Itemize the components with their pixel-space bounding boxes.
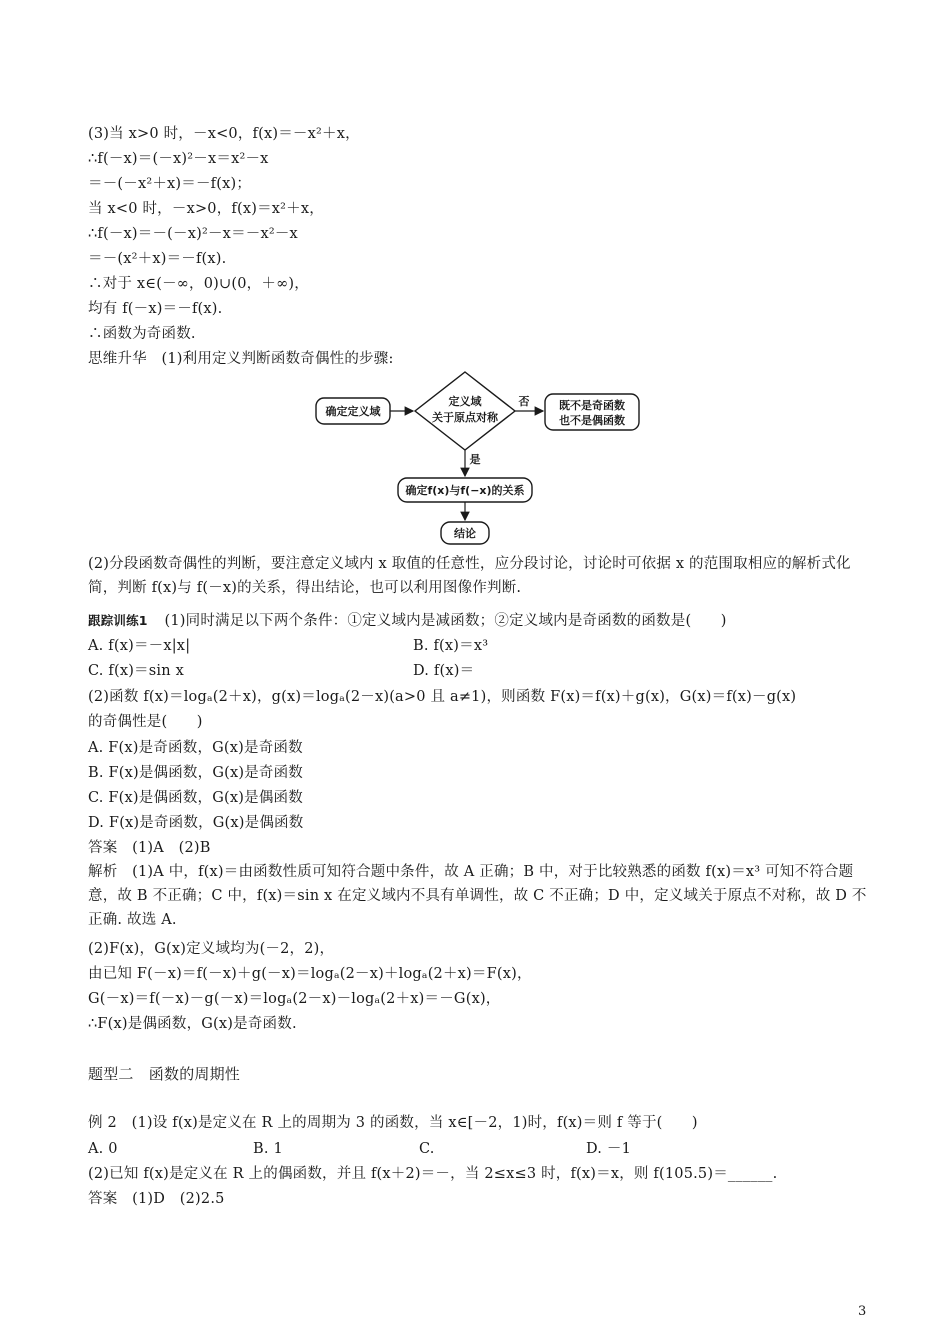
- proof-line: (3)当 x>0 时，－x<0，f(x)＝－x²＋x，: [88, 126, 360, 142]
- proof-line: 当 x<0 时，－x>0，f(x)＝x²＋x，: [88, 201, 324, 217]
- summary-title: 思维升华 (1)利用定义判断函数奇偶性的步骤:: [88, 351, 394, 367]
- training-question-2: 的奇偶性是( ): [88, 714, 203, 730]
- option-b: B. f(x)＝x³: [413, 638, 489, 654]
- section-title: 题型二 函数的周期性: [88, 1065, 241, 1083]
- training-tag: 跟踪训练1: [88, 613, 148, 628]
- flow-no-label: 否: [518, 395, 530, 408]
- flow-decision-label: 定义域: [448, 395, 482, 408]
- training-analysis: 解析 (1)A 中，f(x)＝由函数性质可知符合题中条件，故 A 正确；B 中，对于比较熟悉的函数 f(x)＝x³ 可知不符合题意，故 B 不正确；C 中，f(x)＝sin x 在定义域内不具有单调性，故 C 不正确；D 中，定义域关于原点不对称，故 D 不正确. 故选 A.: [88, 864, 867, 928]
- proof-line: 均有 f(－x)＝－f(x).: [88, 301, 223, 317]
- example-2-answer: 答案 (1)D (2)2.5: [88, 1191, 225, 1207]
- parity-flowchart: [300, 368, 650, 550]
- option-b: B. F(x)是偶函数，G(x)是奇函数: [88, 765, 303, 781]
- option-d: D. F(x)是奇函数，G(x)是偶函数: [88, 815, 304, 831]
- flow-no-result-label: 也不是偶函数: [559, 414, 625, 427]
- training-answer: 答案 (1)A (2)B: [88, 840, 211, 856]
- analysis-line: (2)F(x)，G(x)定义域均为(－2，2)，: [88, 941, 335, 957]
- option-d: D. f(x)＝: [413, 663, 475, 679]
- flow-relation-label: 确定f(x)与f(−x)的关系: [405, 484, 525, 497]
- analysis-line: G(－x)＝f(－x)－g(－x)＝logₐ(2－x)－logₐ(2＋x)＝－G(x)，: [88, 991, 501, 1007]
- option-c: C.: [419, 1141, 435, 1157]
- training-question-2: (2)函数 f(x)＝logₐ(2＋x)，g(x)＝logₐ(2－x)(a>0 且 a≠1)，则函数 F(x)＝f(x)＋g(x)，G(x)＝f(x)－g(x): [88, 689, 797, 705]
- proof-line: ∴f(－x)＝(－x)²－x＝x²－x: [88, 151, 269, 167]
- option-a: A. F(x)是奇函数，G(x)是奇函数: [88, 740, 303, 756]
- analysis-line: 由已知 F(－x)＝f(－x)＋g(－x)＝logₐ(2－x)＋logₐ(2＋x)＝F(x)，: [88, 966, 532, 982]
- proof-line: ＝－(－x²＋x)＝－f(x)；: [88, 176, 252, 192]
- option-d: D. －1: [586, 1141, 632, 1157]
- page-number: 3: [858, 1304, 867, 1319]
- example-2-question-1: 例 2 (1)设 f(x)是定义在 R 上的周期为 3 的函数，当 x∈[－2，1)时，f(x)＝则 f 等于( ): [88, 1115, 698, 1131]
- option-b: B. 1: [253, 1141, 283, 1157]
- flow-yes-label: 是: [469, 453, 481, 466]
- flow-decision-label: 关于原点对称: [432, 411, 498, 424]
- summary-paragraph: (2)分段函数奇偶性的判断，要注意定义域内 x 取值的任意性，应分段讨论，讨论时可依据 x 的范围取相应的解析式化简，判断 f(x)与 f(－x)的关系，得出结论，也可以利用图像作判断.: [88, 556, 851, 596]
- option-c: C. f(x)＝sin x: [88, 663, 184, 679]
- training-q1-text: (1)同时满足以下两个条件：①定义域内是减函数；②定义域内是奇函数的函数是( ): [164, 613, 727, 629]
- training-question-1: [88, 611, 727, 631]
- option-c: C. F(x)是偶函数，G(x)是偶函数: [88, 790, 303, 806]
- proof-line: ∴函数为奇函数.: [88, 326, 196, 342]
- flow-conclusion-label: 结论: [454, 527, 476, 540]
- example-2-question-2: (2)已知 f(x)是定义在 R 上的偶函数，并且 f(x＋2)＝－，当 2≤x≤3 时，f(x)＝x，则 f(105.5)＝______.: [88, 1166, 778, 1182]
- proof-line: ∴f(－x)＝－(－x)²－x＝－x²－x: [88, 226, 298, 242]
- option-a: A. 0: [88, 1141, 118, 1157]
- flow-start-label: 确定定义域: [325, 405, 381, 418]
- flow-no-result-label: 既不是奇函数: [559, 399, 625, 412]
- proof-line: ∴对于 x∈(－∞，0)∪(0，＋∞)，: [88, 276, 309, 292]
- option-a: A. f(x)＝－x|x|: [88, 638, 191, 654]
- proof-line: ＝－(x²＋x)＝－f(x).: [88, 251, 227, 267]
- analysis-line: ∴F(x)是偶函数，G(x)是奇函数.: [88, 1016, 297, 1032]
